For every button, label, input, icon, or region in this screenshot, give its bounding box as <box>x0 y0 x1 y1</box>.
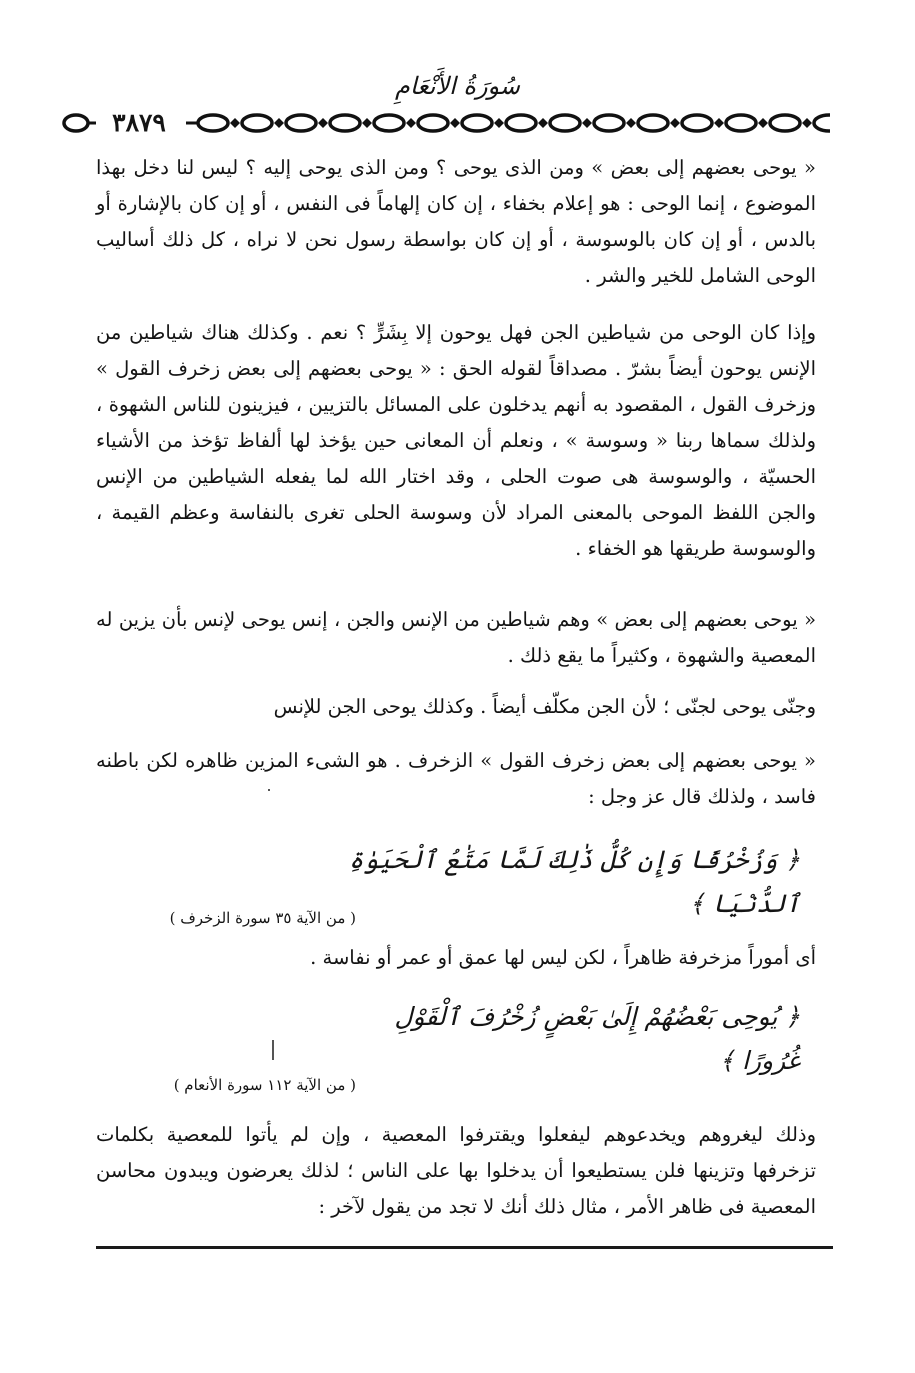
paragraph-5: « يوحى بعضهم إلى بعض زخرف القول » الزخرف . هو الشىء المزين ظاهره لكن باطنه فاسد ، ولذلك قال عز وجل : <box>96 749 816 808</box>
chain-link <box>682 115 712 131</box>
paragraph-2: وإذا كان الوحى من شياطين الجن فهل يوحون إلا بِشَرٍّ ؟ نعم . وكذلك هناك شياطين من الإنس يوحون أيضاً بشرّ . مصداقاً لقوله الحق : « يوحى بعضهم إلى بعض زخرف القول » وزخرف القول ، المقصود به أنهم يدخلون على المسائل بالتزيين ، فيزينون للناس الشهوة ، ولذلك سماها ربنا « وسوسة » ، ونعلم أن المعانى حين يؤخذ لها ألفاظ تؤخذ من الأشياء الحسيّة ، والوسوسة هى صوت الحلى ، وقد اختار الله لما يفعله الشياطين من الإنس والجن اللفظ الموحى بالمعنى المراد لأن وسوسة الحلى تغرى بالنفاسة وعظم القيمة ، والوسوسة طريقها هو الخفاء . <box>96 321 816 560</box>
chain-diamond <box>538 118 548 128</box>
quran-verse-1: ﴿ وَزُخْرُفًا وَإِن كُلُّ ذَٰلِكَ لَمَّا مَتَٰعُ ٱلْحَيَوٰةِ ٱلدُّنْيَا ﴾ <box>348 845 800 918</box>
chain-diamond <box>318 118 328 128</box>
chain-diamond <box>450 118 460 128</box>
chain-diamond <box>230 118 240 128</box>
chain-link <box>198 115 228 131</box>
chain-link <box>330 115 360 131</box>
chain-diamond <box>670 118 680 128</box>
paragraph-3: « يوحى بعضهم إلى بعض » وهم شياطين من الإنس والجن ، إنس يوحى لإنس بأن يزين له المعصية والشهوة ، وكثيراً ما يقع ذلك . <box>96 608 816 667</box>
chain-link <box>418 115 448 131</box>
paragraph-6: أى أموراً مزخرفة ظاهراً ، لكن ليس لها عمق أو عمر أو نفاسة . <box>310 946 816 969</box>
page-number: ٣٨٧٩ <box>112 108 166 137</box>
chain-diamond <box>582 118 592 128</box>
chain-link <box>550 115 580 131</box>
chain-link <box>286 115 316 131</box>
print-speck <box>268 789 270 791</box>
chain-link <box>64 115 88 131</box>
paragraph-1: « يوحى بعضهم إلى بعض » ومن الذى يوحى ؟ ومن الذى يوحى إليه ؟ ليس لنا دخل بهذا الموضوع ، إنما الوحى : هو إعلام بخفاء ، إن كان إلهاماً فى النفس ، أو إن كان بالإشارة أو بالدس ، أو إن كان بالوسوسة ، أو إن كان بواسطة رسول نحن لا نراه ، كل ذلك أساليب الوحى الشامل للخير والشر . <box>96 156 816 287</box>
chain-link <box>770 115 800 131</box>
chain-diamond <box>494 118 504 128</box>
chain-diamond <box>714 118 724 128</box>
chain-link <box>374 115 404 131</box>
paragraph-7: وذلك ليغروهم ويخدعوهم ليفعلوا ويقترفوا المعصية ، وإن لم يأتوا للمعصية بكلمات تزخرفها وتزينها فلن يستطيعوا أن يدخلوا بها على الناس ؛ لذلك يعرضون ويبدون محاسن المعصية فى ظاهر الأمر ، مثال ذلك أنك لا تجد من يقول لآخر : <box>96 1123 816 1218</box>
chain-link <box>814 115 830 131</box>
chain-link <box>242 115 272 131</box>
chain-diamond <box>406 118 416 128</box>
verse-reference-2: ( من الآية ١١٢ سورة الأنعام ) <box>173 1076 356 1094</box>
chain-link <box>594 115 624 131</box>
chain-diamond <box>626 118 636 128</box>
chain-link <box>726 115 756 131</box>
surah-title: سُورَةُ الأَنْعَامِ <box>394 72 521 100</box>
chain-link <box>506 115 536 131</box>
chain-diamond <box>802 118 812 128</box>
print-mark <box>272 1040 274 1060</box>
verse-reference-1: ( من الآية ٣٥ سورة الزخرف ) <box>169 909 356 927</box>
chain-diamond <box>274 118 284 128</box>
footer-rule <box>96 1246 833 1249</box>
paragraph-4: وجنّى يوحى لجنّى ؛ لأن الجن مكلّف أيضاً . وكذلك يوحى الجن للإنس <box>273 695 816 718</box>
chain-diamond <box>362 118 372 128</box>
chain-link <box>638 115 668 131</box>
chain-diamond <box>758 118 768 128</box>
quran-verse-2: ﴿ يُوحِى بَعْضُهُمْ إِلَىٰ بَعْضٍ زُخْرُفَ ٱلْقَوْلِ غُرُورًا ﴾ <box>394 1002 800 1075</box>
chain-link <box>462 115 492 131</box>
